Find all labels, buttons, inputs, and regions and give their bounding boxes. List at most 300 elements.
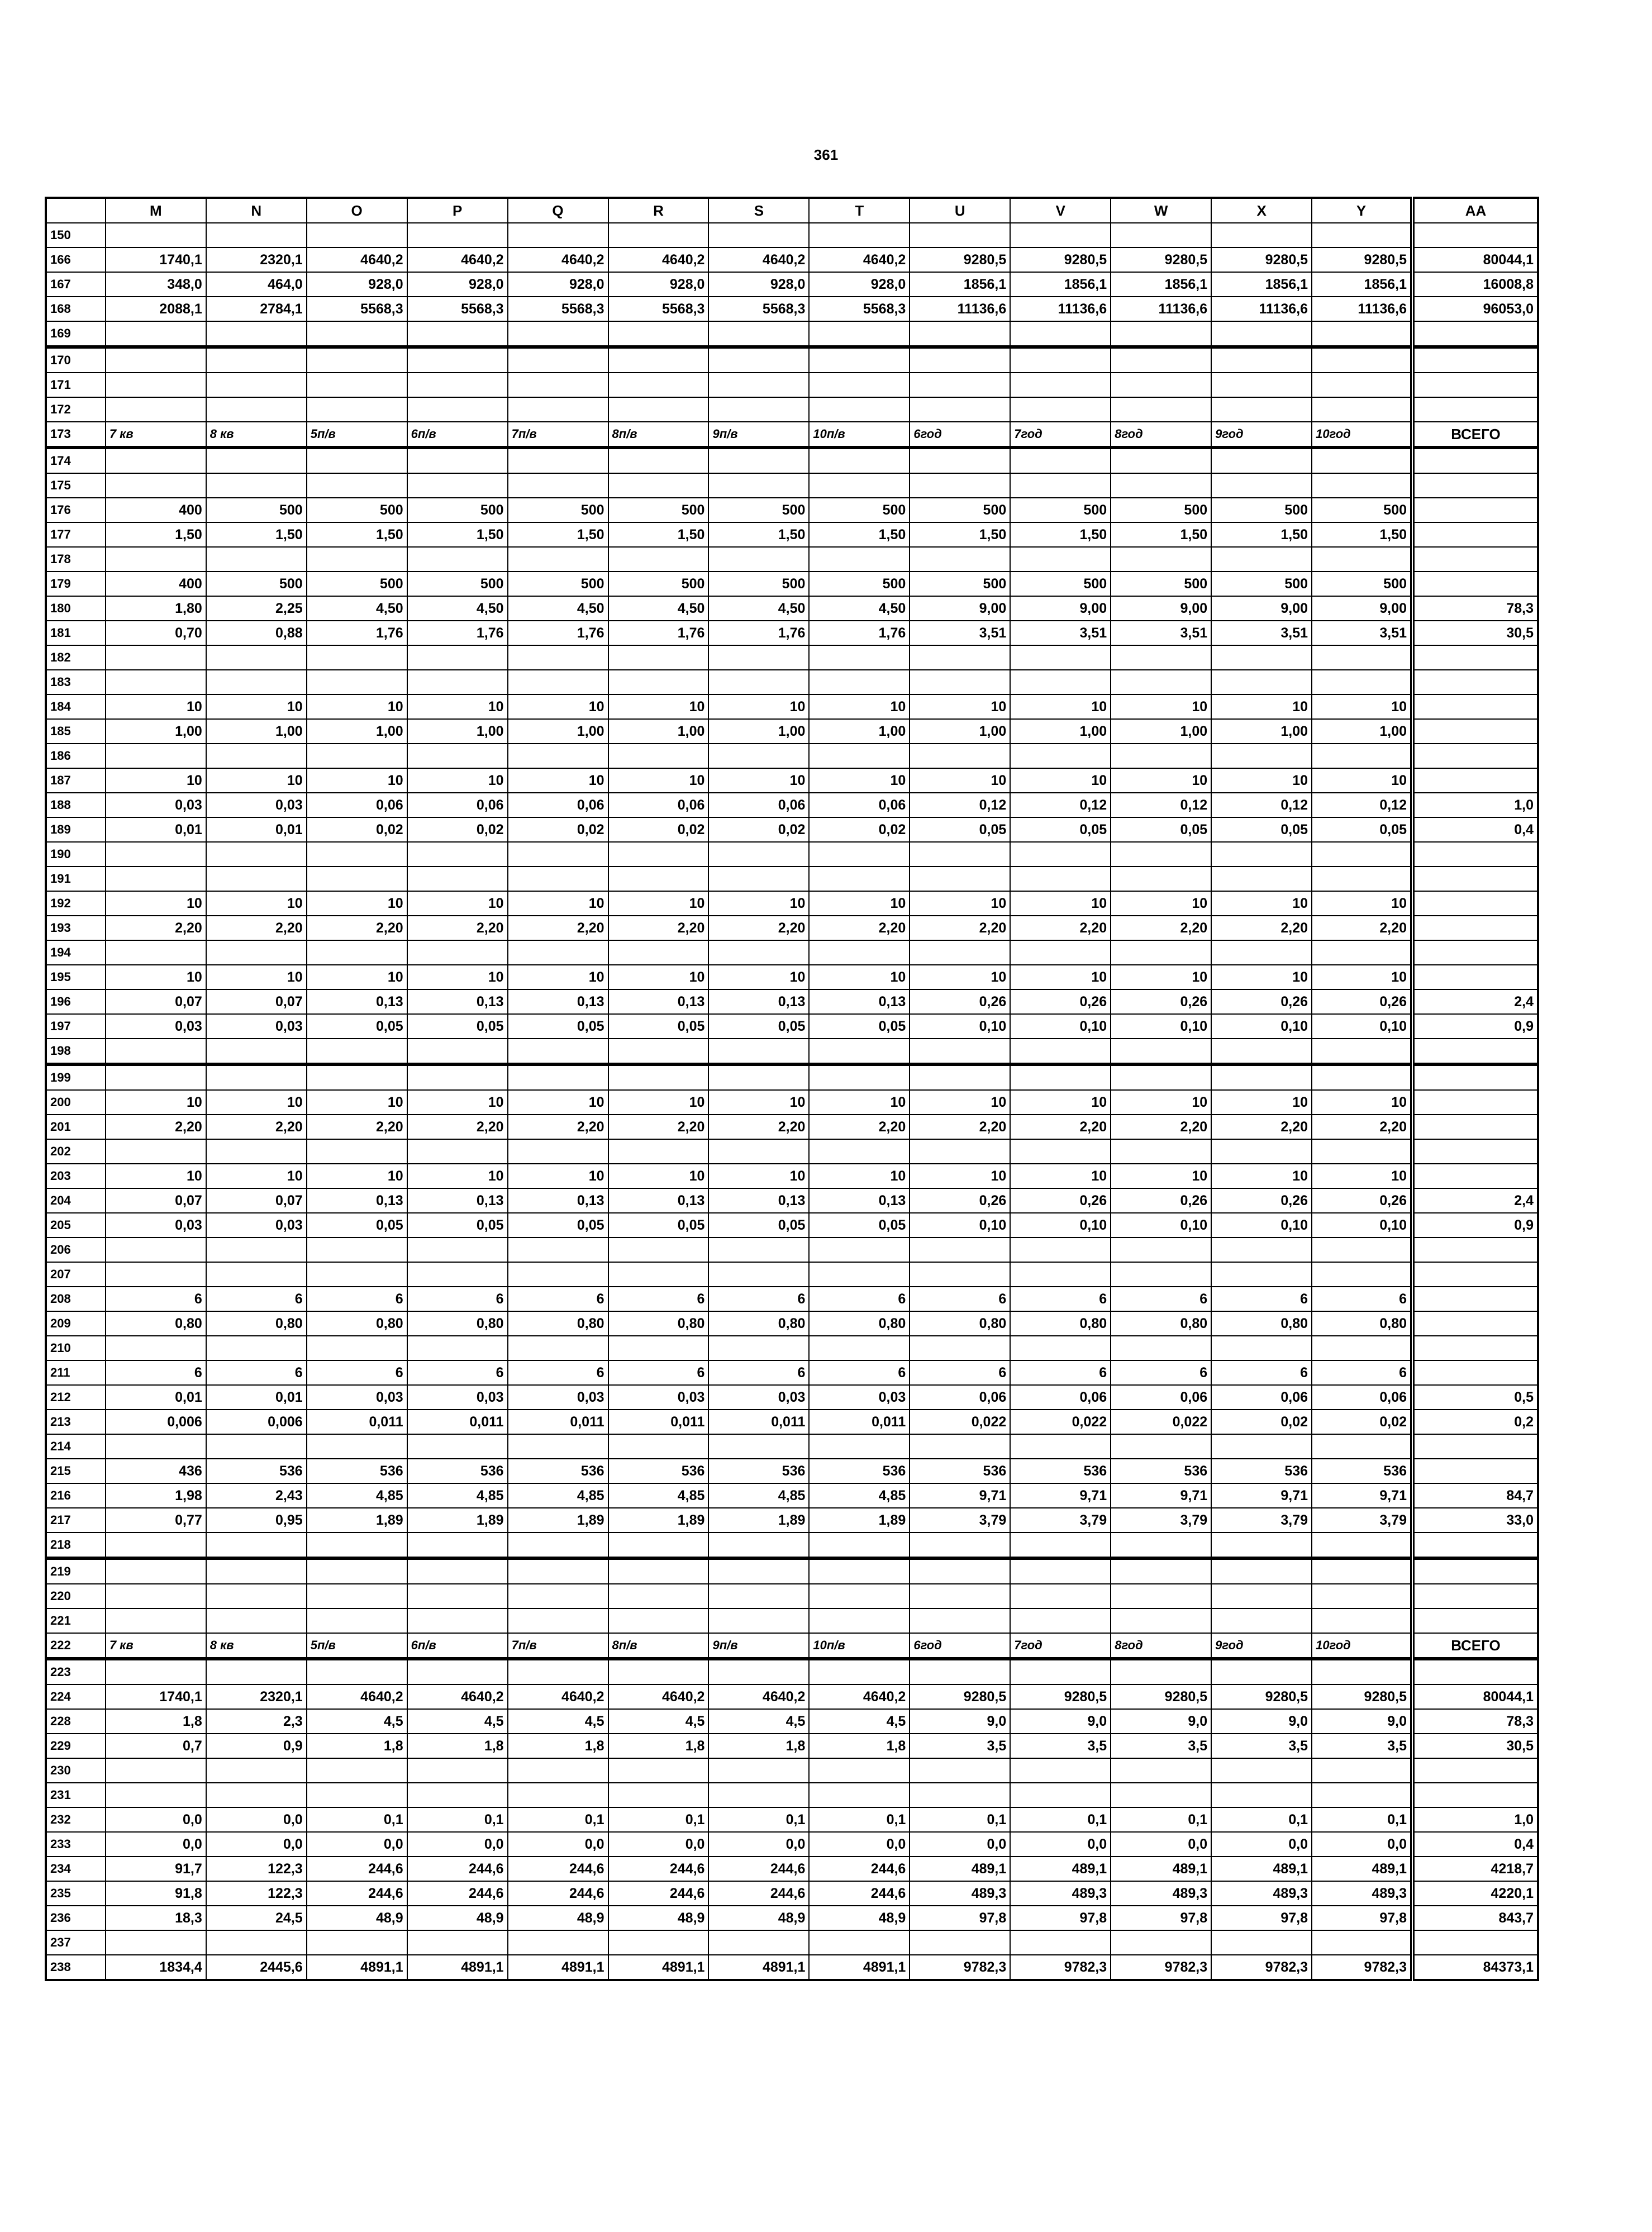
table-cell: 6	[307, 1360, 407, 1385]
table-cell: 10	[910, 891, 1010, 916]
table-cell: 500	[910, 498, 1010, 522]
table-cell	[407, 940, 508, 965]
table-cell: 500	[1312, 572, 1412, 596]
table-cell: 3,79	[1312, 1508, 1412, 1533]
table-cell: 10	[910, 1164, 1010, 1188]
table-cell: 9,00	[1010, 596, 1111, 621]
table-cell	[608, 321, 709, 347]
table-cell: 10	[1312, 694, 1412, 719]
column-header: T	[809, 198, 910, 223]
table-cell: 0,03	[809, 1385, 910, 1410]
table-cell: 0,0	[1312, 1832, 1412, 1857]
table-cell	[407, 1533, 508, 1558]
table-cell: 9280,5	[1312, 248, 1412, 272]
table-cell: 1,8	[608, 1734, 709, 1758]
table-cell: 1,00	[910, 719, 1010, 744]
table-cell	[708, 1930, 809, 1955]
table-cell	[407, 1262, 508, 1287]
table-cell	[508, 1336, 608, 1360]
table-cell	[708, 547, 809, 572]
table-cell: 6	[809, 1360, 910, 1385]
table-cell: 1,50	[1312, 522, 1412, 547]
table-cell: 4,50	[407, 596, 508, 621]
table-cell	[1010, 1139, 1111, 1164]
table-cell: 0,10	[1312, 1014, 1412, 1039]
table-cell: 6	[1211, 1360, 1312, 1385]
table-cell: 0,80	[708, 1311, 809, 1336]
table-cell	[608, 373, 709, 397]
table-cell	[206, 321, 307, 347]
table-cell: 6	[407, 1360, 508, 1385]
table-cell: 4,50	[708, 596, 809, 621]
table-cell: 2,25	[206, 596, 307, 621]
table-cell	[708, 1584, 809, 1608]
table-cell: 9,0	[1211, 1709, 1312, 1734]
table-cell	[608, 397, 709, 422]
table-cell: 0,13	[608, 989, 709, 1014]
table-cell: 6	[106, 1360, 206, 1385]
table-cell: 10	[608, 891, 709, 916]
table-cell	[608, 448, 709, 473]
table-cell	[910, 321, 1010, 347]
table-cell: 0,9	[1412, 1213, 1538, 1238]
table-cell	[1312, 1558, 1412, 1584]
table-cell: 0,0	[1211, 1832, 1312, 1857]
table-cell: 4891,1	[608, 1955, 709, 1980]
table-row	[46, 1881, 1538, 1906]
table-cell: 10	[1211, 768, 1312, 793]
table-cell	[910, 473, 1010, 498]
table-cell: 2,20	[1312, 1115, 1412, 1139]
table-cell	[206, 1533, 307, 1558]
table-cell: 10	[1211, 965, 1312, 989]
table-cell: 4,85	[307, 1483, 407, 1508]
table-cell	[1111, 1434, 1211, 1459]
table-cell: 0,03	[106, 1213, 206, 1238]
table-cell: 10	[206, 1090, 307, 1115]
table-cell	[1010, 842, 1111, 867]
table-cell	[407, 1336, 508, 1360]
row-number: 237	[46, 1930, 106, 1955]
row-number: 212	[46, 1385, 106, 1410]
table-cell	[1010, 347, 1111, 373]
table-cell: 0,9	[1412, 1014, 1538, 1039]
column-header: AA	[1412, 198, 1538, 223]
table-row	[46, 1410, 1538, 1434]
table-cell: 0,022	[1111, 1410, 1211, 1434]
row-number: 197	[46, 1014, 106, 1039]
table-cell: 0,13	[508, 989, 608, 1014]
table-cell	[1412, 1758, 1538, 1783]
table-cell: 1,00	[1111, 719, 1211, 744]
table-cell	[508, 397, 608, 422]
column-header: U	[910, 198, 1010, 223]
table-cell: 6	[1111, 1287, 1211, 1311]
table-cell: 0,12	[1312, 793, 1412, 817]
table-cell	[307, 473, 407, 498]
table-cell	[206, 1139, 307, 1164]
table-cell: 0,03	[206, 1014, 307, 1039]
table-cell: 0,0	[206, 1832, 307, 1857]
table-cell: 2,20	[508, 916, 608, 940]
table-cell: 9,00	[1312, 596, 1412, 621]
table-cell	[1010, 1659, 1111, 1684]
table-cell: 0,7	[106, 1734, 206, 1758]
table-cell: 10	[1010, 1164, 1111, 1188]
table-cell: 0,011	[708, 1410, 809, 1434]
table-cell	[608, 1758, 709, 1783]
table-cell	[1010, 1533, 1111, 1558]
table-cell: 1,50	[206, 522, 307, 547]
table-cell: 0,022	[1010, 1410, 1111, 1434]
table-row	[46, 1807, 1538, 1832]
table-cell	[407, 473, 508, 498]
table-cell: 97,8	[1010, 1906, 1111, 1930]
table-row	[46, 1857, 1538, 1881]
table-cell: 0,80	[106, 1311, 206, 1336]
table-cell: 1,8	[708, 1734, 809, 1758]
table-cell: 0,0	[910, 1832, 1010, 1857]
table-cell	[1111, 1659, 1211, 1684]
table-cell	[407, 1064, 508, 1090]
table-cell: 3,79	[910, 1508, 1010, 1533]
table-row	[46, 1659, 1538, 1684]
table-cell: 4220,1	[1412, 1881, 1538, 1906]
table-row	[46, 596, 1538, 621]
table-cell: 8 кв	[206, 422, 307, 448]
table-cell	[407, 223, 508, 248]
table-cell: 500	[708, 498, 809, 522]
table-cell: 10	[608, 1090, 709, 1115]
table-cell	[708, 1139, 809, 1164]
table-cell: 500	[1211, 498, 1312, 522]
table-cell	[809, 321, 910, 347]
table-cell	[407, 1558, 508, 1584]
table-cell: 1,8	[307, 1734, 407, 1758]
table-cell: 536	[608, 1459, 709, 1483]
table-cell	[1312, 1584, 1412, 1608]
table-cell: 6год	[910, 422, 1010, 448]
table-cell: 0,011	[307, 1410, 407, 1434]
table-row	[46, 1584, 1538, 1608]
table-cell: 1,50	[407, 522, 508, 547]
table-cell: 244,6	[608, 1881, 709, 1906]
table-cell: 10	[1010, 1090, 1111, 1115]
table-cell: 3,5	[1211, 1734, 1312, 1758]
row-number: 181	[46, 621, 106, 645]
table-cell: 489,3	[1111, 1881, 1211, 1906]
table-cell	[106, 1238, 206, 1262]
table-cell	[1412, 1558, 1538, 1584]
table-cell	[307, 1659, 407, 1684]
table-cell: 9280,5	[1312, 1684, 1412, 1709]
table-cell: 0,0	[106, 1807, 206, 1832]
table-cell	[106, 473, 206, 498]
row-number: 182	[46, 645, 106, 670]
table-cell: 10	[910, 768, 1010, 793]
table-cell: 0,26	[1211, 989, 1312, 1014]
table-cell	[910, 940, 1010, 965]
table-cell: 4,85	[809, 1483, 910, 1508]
table-cell: 3,5	[1111, 1734, 1211, 1758]
table-cell: 10	[809, 694, 910, 719]
table-cell: 0,02	[407, 817, 508, 842]
table-cell: 0,07	[206, 1188, 307, 1213]
table-cell	[809, 1608, 910, 1633]
table-cell: 5568,3	[508, 297, 608, 321]
row-number: 200	[46, 1090, 106, 1115]
table-cell	[106, 448, 206, 473]
table-cell: 0,13	[508, 1188, 608, 1213]
table-cell: 0,022	[910, 1410, 1010, 1434]
table-cell: 4640,2	[508, 248, 608, 272]
table-row	[46, 989, 1538, 1014]
table-cell: 7 кв	[106, 1633, 206, 1659]
table-cell	[1412, 645, 1538, 670]
table-cell	[1412, 744, 1538, 768]
table-cell	[1010, 1336, 1111, 1360]
table-cell: 4640,2	[508, 1684, 608, 1709]
table-cell: 1,00	[508, 719, 608, 744]
table-cell	[508, 1039, 608, 1064]
table-cell: 3,5	[1312, 1734, 1412, 1758]
table-row	[46, 1832, 1538, 1857]
table-cell: 4,85	[508, 1483, 608, 1508]
table-cell: 536	[508, 1459, 608, 1483]
table-cell	[206, 223, 307, 248]
table-cell: 7п/в	[508, 422, 608, 448]
table-cell: 0,05	[307, 1014, 407, 1039]
table-cell: 489,3	[910, 1881, 1010, 1906]
table-cell	[1412, 1336, 1538, 1360]
table-cell: 2,20	[608, 916, 709, 940]
row-number: 204	[46, 1188, 106, 1213]
table-cell	[809, 448, 910, 473]
table-cell	[307, 223, 407, 248]
table-cell	[708, 1558, 809, 1584]
table-cell: 2,20	[809, 916, 910, 940]
row-number: 192	[46, 891, 106, 916]
table-cell	[508, 547, 608, 572]
table-cell	[608, 1930, 709, 1955]
table-cell: 0,1	[708, 1807, 809, 1832]
row-number: 170	[46, 347, 106, 373]
table-cell: 4891,1	[508, 1955, 608, 1980]
table-cell	[407, 448, 508, 473]
table-cell	[1211, 1659, 1312, 1684]
table-cell	[206, 1039, 307, 1064]
table-cell: 9782,3	[1211, 1955, 1312, 1980]
table-cell: 6	[1010, 1287, 1111, 1311]
table-cell	[1010, 867, 1111, 891]
table-cell	[1111, 397, 1211, 422]
table-cell: 10	[106, 768, 206, 793]
table-cell: 4,50	[809, 596, 910, 621]
table-cell	[809, 223, 910, 248]
table-cell: 2445,6	[206, 1955, 307, 1980]
table-cell	[508, 448, 608, 473]
table-cell	[708, 940, 809, 965]
table-cell	[608, 867, 709, 891]
table-cell: 500	[1211, 572, 1312, 596]
table-cell	[508, 1434, 608, 1459]
table-cell: 10	[1211, 1164, 1312, 1188]
table-row	[46, 1311, 1538, 1336]
table-cell: 6	[608, 1287, 709, 1311]
table-cell: 2,20	[708, 916, 809, 940]
table-cell	[1211, 448, 1312, 473]
table-cell	[1312, 842, 1412, 867]
table-cell	[307, 1608, 407, 1633]
table-cell	[1312, 1783, 1412, 1807]
table-cell: 2320,1	[206, 1684, 307, 1709]
column-header: V	[1010, 198, 1111, 223]
table-cell: 91,8	[106, 1881, 206, 1906]
table-cell	[206, 1064, 307, 1090]
table-row	[46, 321, 1538, 347]
table-cell: 244,6	[307, 1857, 407, 1881]
table-cell	[1412, 1434, 1538, 1459]
table-cell: 4640,2	[708, 1684, 809, 1709]
table-cell	[1312, 223, 1412, 248]
table-cell	[1211, 744, 1312, 768]
table-cell: 1,00	[809, 719, 910, 744]
table-cell	[1010, 321, 1111, 347]
table-cell	[1010, 1262, 1111, 1287]
table-cell	[307, 1064, 407, 1090]
table-cell: 0,10	[1010, 1014, 1111, 1039]
column-header: Q	[508, 198, 608, 223]
table-cell	[508, 645, 608, 670]
table-cell: 10	[307, 1090, 407, 1115]
table-cell: 536	[910, 1459, 1010, 1483]
table-cell	[407, 1039, 508, 1064]
row-number: 166	[46, 248, 106, 272]
row-number: 214	[46, 1434, 106, 1459]
table-cell: 122,3	[206, 1881, 307, 1906]
table-cell: 1,76	[608, 621, 709, 645]
table-cell: 1,89	[809, 1508, 910, 1533]
table-cell: 4640,2	[809, 248, 910, 272]
table-cell: 0,0	[508, 1832, 608, 1857]
table-cell: 122,3	[206, 1857, 307, 1881]
table-cell: 9,0	[1111, 1709, 1211, 1734]
table-cell: 0,1	[307, 1807, 407, 1832]
table-cell: 10	[1312, 768, 1412, 793]
table-row	[46, 397, 1538, 422]
table-cell: 4,50	[508, 596, 608, 621]
table-cell	[1111, 645, 1211, 670]
table-cell	[608, 1533, 709, 1558]
table-cell	[1010, 670, 1111, 694]
table-cell: 500	[1111, 572, 1211, 596]
table-cell	[508, 1558, 608, 1584]
table-cell: 4218,7	[1412, 1857, 1538, 1881]
row-number: 206	[46, 1238, 106, 1262]
table-cell: 0,80	[1211, 1311, 1312, 1336]
table-cell: 9,00	[910, 596, 1010, 621]
table-cell: 500	[1010, 498, 1111, 522]
table-cell: 4640,2	[407, 1684, 508, 1709]
table-cell	[1111, 223, 1211, 248]
table-cell: 2,20	[206, 916, 307, 940]
table-row	[46, 1633, 1538, 1659]
table-cell: 0,05	[407, 1213, 508, 1238]
table-cell	[1412, 473, 1538, 498]
row-number: 236	[46, 1906, 106, 1930]
table-cell	[106, 1930, 206, 1955]
table-cell	[608, 1783, 709, 1807]
table-cell	[407, 397, 508, 422]
table-cell: 9,0	[1010, 1709, 1111, 1734]
row-number: 210	[46, 1336, 106, 1360]
table-row	[46, 719, 1538, 744]
table-cell: 0,13	[708, 989, 809, 1014]
table-cell: 48,9	[508, 1906, 608, 1930]
table-cell	[1312, 1533, 1412, 1558]
table-cell: 536	[1312, 1459, 1412, 1483]
table-cell: 6	[508, 1287, 608, 1311]
table-cell	[809, 1558, 910, 1584]
table-cell: 2,20	[407, 916, 508, 940]
table-cell: 10	[1111, 1090, 1211, 1115]
table-row	[46, 670, 1538, 694]
table-cell	[1211, 373, 1312, 397]
table-cell: 9782,3	[1010, 1955, 1111, 1980]
table-cell: 8год	[1111, 422, 1211, 448]
table-cell: 0,05	[1010, 817, 1111, 842]
table-row	[46, 1533, 1538, 1558]
table-cell: 9280,5	[910, 1684, 1010, 1709]
table-cell	[206, 1783, 307, 1807]
table-cell	[1312, 670, 1412, 694]
table-cell: 0,10	[1211, 1014, 1312, 1039]
table-cell	[1312, 1039, 1412, 1064]
table-cell: 0,03	[106, 793, 206, 817]
table-cell: 10	[206, 1164, 307, 1188]
table-row	[46, 1164, 1538, 1188]
table-cell	[708, 397, 809, 422]
row-number: 213	[46, 1410, 106, 1434]
table-cell: 0,0	[407, 1832, 508, 1857]
table-cell: 0,011	[407, 1410, 508, 1434]
table-cell: 10	[1312, 891, 1412, 916]
table-cell: 0,9	[206, 1734, 307, 1758]
table-cell	[508, 1758, 608, 1783]
table-cell	[1412, 1090, 1538, 1115]
table-cell	[1211, 223, 1312, 248]
table-cell: 10	[910, 694, 1010, 719]
table-cell: 6год	[910, 1633, 1010, 1659]
table-cell	[1010, 645, 1111, 670]
table-cell: 0,0	[206, 1807, 307, 1832]
table-cell: 500	[1312, 498, 1412, 522]
table-cell: 0,5	[1412, 1385, 1538, 1410]
table-cell: 1,8	[809, 1734, 910, 1758]
table-cell	[1412, 1783, 1538, 1807]
table-cell: 2,20	[407, 1115, 508, 1139]
row-number: 220	[46, 1584, 106, 1608]
table-cell	[1211, 1930, 1312, 1955]
table-cell: 0,10	[1010, 1213, 1111, 1238]
table-cell: 4,85	[608, 1483, 709, 1508]
page-number: 361	[813, 146, 839, 163]
table-cell: 10	[307, 1164, 407, 1188]
table-cell: 48,9	[307, 1906, 407, 1930]
table-cell: 500	[307, 498, 407, 522]
table-cell	[1312, 1238, 1412, 1262]
table-cell	[1211, 347, 1312, 373]
